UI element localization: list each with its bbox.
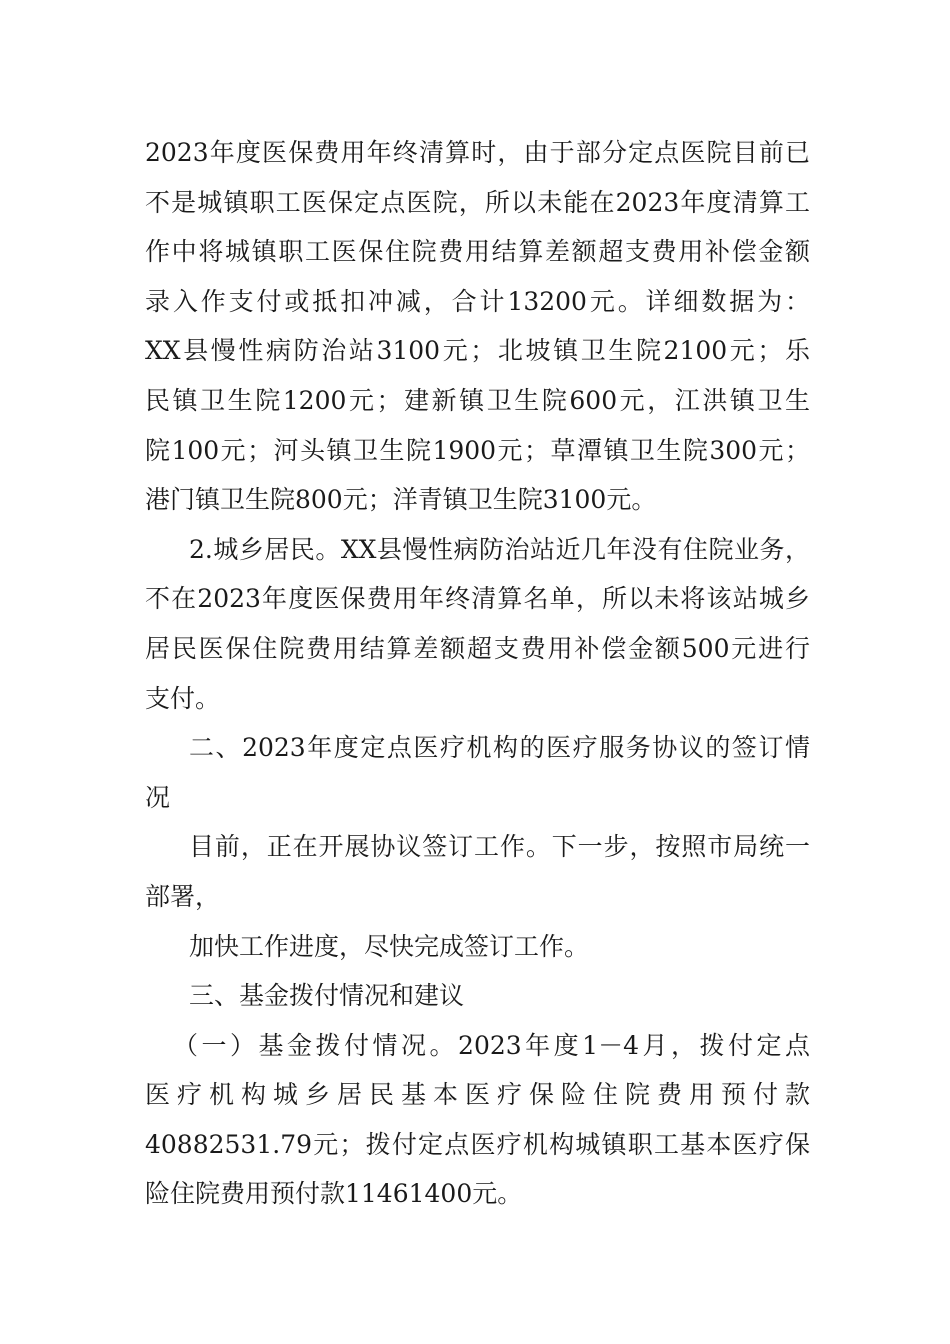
text-line: 民镇卫生院1200元；建新镇卫生院600元，江洪镇卫生 — [145, 385, 810, 415]
paragraph-fund-disbursement — [145, 1021, 810, 1219]
text-line: 录入作支付或抵扣冲减，合计13200元。详细数据为： — [145, 286, 810, 316]
paragraph-speed-up — [145, 922, 810, 972]
text-line: 险住院费用预付款11461400元。 — [145, 1179, 523, 1209]
text-line: 不在2023年度医保费用年终清算名单，所以未将该站城乡 — [145, 584, 810, 614]
paragraph-settlement-details — [145, 128, 810, 525]
section-heading-2 — [145, 723, 810, 822]
text-line: 二、2023年度定点医疗机构的医疗服务协议的签订情 — [189, 733, 810, 763]
text-line: 加快工作进度，尽快完成签订工作。 — [189, 931, 590, 961]
paragraph-agreement-status — [145, 822, 810, 921]
text-line: 三、基金拨付情况和建议 — [189, 981, 465, 1011]
text-line: 作中将城镇职工医保住院费用结算差额超支费用补偿金额 — [145, 237, 810, 267]
text-line: 2023年度医保费用年终清算时，由于部分定点医院目前已 — [145, 138, 810, 167]
text-line: 不是城镇职工医保定点医院，所以未能在2023年度清算工 — [145, 187, 810, 217]
text-line: 港门镇卫生院800元；洋青镇卫生院3100元。 — [145, 485, 657, 515]
section-heading-3 — [145, 971, 810, 1021]
paragraph-urban-rural-residents — [145, 525, 810, 723]
document-body — [145, 128, 810, 1219]
text-line: 2.城乡居民。XX县慢性病防治站近几年没有住院业务， — [189, 534, 810, 564]
text-line: 院100元；河头镇卫生院1900元；草潭镇卫生院300元； — [145, 435, 810, 465]
text-line: 40882531.79元；拨付定点医疗机构城镇职工基本医疗保 — [145, 1129, 810, 1159]
text-line: （一）基金拨付情况。2023年度1－4月，拨付定点 — [173, 1030, 810, 1060]
text-line: 支付。 — [145, 683, 221, 713]
text-line: 部署， — [145, 881, 221, 911]
text-line: 况 — [145, 782, 171, 812]
text-line: 居民医保住院费用结算差额超支费用补偿金额500元进行 — [145, 633, 810, 663]
text-line: 医疗机构城乡居民基本医疗保险住院费用预付款 — [145, 1080, 810, 1110]
text-line: XX县慢性病防治站3100元；北坡镇卫生院2100元；乐 — [145, 336, 810, 366]
text-line: 目前，正在开展协议签订工作。下一步，按照市局统一 — [189, 832, 810, 862]
